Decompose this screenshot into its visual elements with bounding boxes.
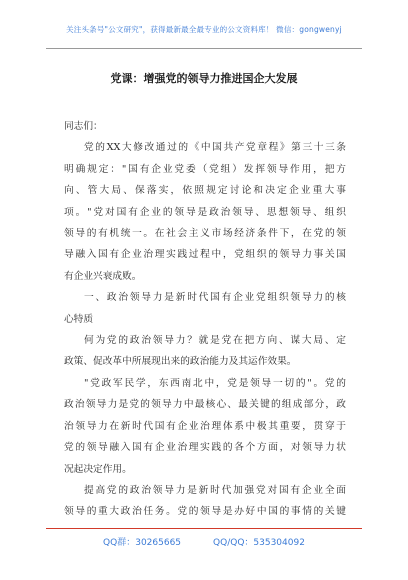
paragraph-2-line-1: 何为党的政治领导力？就是党在把方向、谋大局、定 — [84, 335, 346, 347]
paragraph-2-line-2: 政策、促改革中所展现出来的政治能力及其运作效果。 — [64, 356, 297, 368]
paragraph-4-line-1: 提高党的政治领导力是新时代加强党对国有企业全面 — [84, 484, 346, 496]
paragraph-1-line-3: 向、管大局、保落实，依照规定讨论和决定企业重大事 — [64, 185, 346, 197]
paragraph-3-line-4: 党的领导融入国有企业治理实践的各个方面，对领导力状 — [64, 442, 346, 454]
paragraph-1-line-1: 党的XX大修改通过的《中国共产党章程》第三十三条 — [84, 142, 346, 154]
paragraph-4-line-2: 领导的重大政治任务。党的领导是办好中国的事情的关键 — [64, 506, 346, 518]
paragraph-1-line-4: 项。"党对国有企业的领导是政治领导、思想领导、组织 — [64, 206, 346, 218]
section-heading-line-1: 一、政治领导力是新时代国有企业党组织领导力的核 — [84, 292, 346, 304]
paragraph-3-line-3: 治领导力在新时代国有企业治理体系中极其重要，贯穿于 — [64, 420, 346, 432]
footer-contact — [0, 535, 408, 548]
header-divider — [46, 48, 362, 49]
footer-qq-group: QQ群：30265665 — [103, 538, 182, 548]
paragraph-1-line-7: 有企业兴衰成败。 — [64, 270, 142, 282]
paragraph-3-line-1: "党政军民学，东西南北中，党是领导一切的"。党的 — [84, 377, 346, 389]
footer-qq-contact: QQ/QQ：535304092 — [213, 538, 305, 548]
section-heading-line-2: 心特质 — [64, 313, 94, 325]
document-title: 党课：增强党的领导力推进国企大发展 — [110, 72, 298, 85]
paragraph-1-line-2: 明确规定："国有企业党委（党组）发挥领导作用，把方 — [64, 163, 346, 175]
header-promo-note: 关注头条号"公文研究"，获得最新最全最专业的公文资料库！ 微信：gongwenyj — [66, 25, 342, 34]
greeting: 同志们： — [64, 121, 103, 132]
footer-divider — [46, 528, 362, 529]
document-body — [64, 116, 346, 523]
paragraph-1-line-6: 导融入国有企业治理实践过程中，党组织的领导力事关国 — [64, 249, 346, 261]
paragraph-1-line-5: 领导的有机统一。在社会主义市场经济条件下，在党的领 — [64, 228, 346, 240]
paragraph-3-line-5: 况起决定作用。 — [64, 463, 132, 475]
paragraph-3-line-2: 政治领导力是党的领导力中最核心、最关键的组成部分，政 — [64, 399, 346, 411]
